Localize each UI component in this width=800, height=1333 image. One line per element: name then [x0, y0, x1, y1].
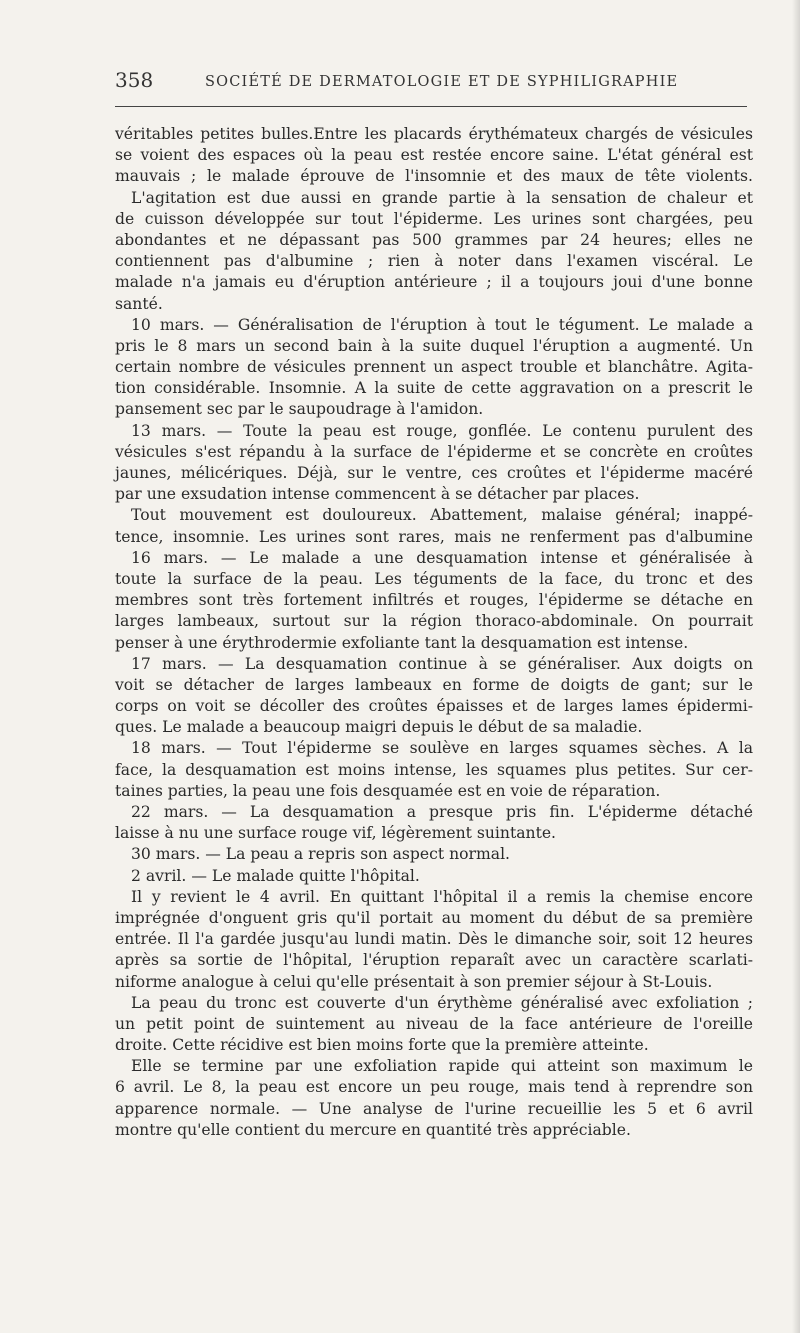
text-line: apparence normale. — Une analyse de l'urine recueillie les 5 et 6 avril: [115, 1099, 753, 1118]
text-line: tence, insomnie. Les urines sont rares, mais ne renferment pas d'albumine: [115, 527, 753, 546]
text-line: jaunes, mélicériques. Déjà, sur le ventre, ces croûtes et l'épiderme macéré: [115, 464, 753, 482]
text-line: santé.: [115, 294, 163, 313]
text-line: par une exsudation intense commencent à se détacher par places.: [115, 485, 640, 504]
text-line: véritables petites bulles.Entre les placards érythémateux chargés de vésicules: [115, 125, 753, 143]
text-line: 2 avril. — Le malade quitte l'hôpital.: [131, 866, 420, 885]
text-line: niforme analogue à celui qu'elle présentait à son premier séjour à St-Louis.: [115, 972, 713, 991]
text-line: taines parties, la peau une fois desquamée est en voie de réparation.: [115, 781, 661, 800]
body-text: [115, 124, 753, 1141]
text-line: voit se détacher de larges lambeaux en forme de doigts de gant; sur le: [115, 675, 753, 694]
text-line: pansement sec par le saupoudrage à l'amidon.: [115, 400, 484, 419]
text-line: face, la desquamation est moins intense, les squames plus petites. Sur cer-: [115, 760, 753, 779]
text-line: laisse à nu une surface rouge vif, légèrement suintante.: [115, 824, 557, 843]
text-line: mauvais ; le malade éprouve de l'insomnie et des maux de tête violents.: [115, 167, 753, 186]
text-line: après sa sortie de l'hôpital, l'éruption reparaît avec un caractère scarlati-: [115, 951, 753, 970]
text-line: 17 mars. — La desquamation continue à se généraliser. Aux doigts on: [131, 654, 753, 673]
text-line: Tout mouvement est douloureux. Abattement, malaise général; inappé-: [131, 506, 753, 525]
text-line: 10 mars. — Généralisation de l'éruption à tout le tégument. Le malade a: [131, 315, 753, 334]
text-line: Il y revient le 4 avril. En quittant l'hôpital il a remis la chemise encore: [131, 887, 753, 906]
text-line: vésicules s'est répandu à la surface de l'épiderme et se concrète en croûtes: [115, 442, 753, 461]
text-line: La peau du tronc est couverte d'un érythème généralisé avec exfoliation ;: [131, 993, 753, 1012]
text-line: un petit point de suintement au niveau de la face antérieure de l'oreille: [115, 1014, 753, 1033]
text-line: ques. Le malade a beaucoup maigri depuis le début de sa maladie.: [115, 718, 643, 737]
text-line: Elle se termine par une exfoliation rapide qui atteint son maximum le: [131, 1057, 753, 1076]
text-line: malade n'a jamais eu d'éruption antérieure ; il a toujours joui d'une bonne: [115, 273, 753, 292]
text-line: 22 mars. — La desquamation a presque pris fin. L'épiderme détaché: [131, 803, 753, 821]
header-rule: [115, 106, 747, 107]
running-title: SOCIÉTÉ DE DERMATOLOGIE ET DE SYPHILIGRAPHIE: [205, 74, 679, 90]
text-line: 18 mars. — Tout l'épiderme se soulève en larges squames sèches. A la: [131, 739, 753, 758]
text-line: droite. Cette récidive est bien moins forte que la première atteinte.: [115, 1036, 649, 1055]
text-line: entrée. Il l'a gardée jusqu'au lundi matin. Dès le dimanche soir, soit 12 heures: [115, 930, 753, 949]
text-line: certain nombre de vésicules prennent un aspect trouble et blanchâtre. Agita-: [115, 358, 753, 377]
text-line: larges lambeaux, surtout sur la région thoraco-abdominale. On pourrait: [115, 612, 753, 631]
text-line: corps on voit se décoller des croûtes épaisses et de larges lames épidermi-: [115, 697, 753, 716]
text-line: toute la surface de la peau. Les téguments de la face, du tronc et des: [115, 569, 753, 588]
text-line: montre qu'elle contient du mercure en quantité très appréciable.: [115, 1120, 631, 1139]
text-line: imprégnée d'onguent gris qu'il portait au moment du début de sa première: [115, 908, 753, 927]
text-line: se voient des espaces où la peau est restée encore saine. L'état général est: [115, 146, 753, 165]
text-line: 6 avril. Le 8, la peau est encore un peu rouge, mais tend à reprendre son: [115, 1078, 753, 1097]
text-line: membres sont très fortement infiltrés et rouges, l'épiderme se détache en: [115, 591, 753, 610]
text-line: L'agitation est due aussi en grande partie à la sensation de chaleur et: [131, 188, 753, 207]
text-line: 13 mars. — Toute la peau est rouge, gonflée. Le contenu purulent des: [131, 421, 753, 440]
text-line: abondantes et ne dépassant pas 500 grammes par 24 heures; elles ne: [115, 230, 753, 249]
text-line: pris le 8 mars un second bain à la suite duquel l'éruption a augmenté. Un: [115, 336, 753, 355]
text-line: penser à une érythrodermie exfoliante tant la desquamation est intense.: [115, 633, 689, 652]
page-header: [115, 66, 747, 100]
text-line: 30 mars. — La peau a repris son aspect normal.: [131, 845, 511, 864]
text-line: de cuisson développée sur tout l'épiderme. Les urines sont chargées, peu: [115, 209, 753, 228]
page-edge-shadow: [792, 0, 800, 1333]
text-line: tion considérable. Insomnie. A la suite de cette aggravation on a prescrit le: [115, 379, 753, 398]
text-line: contiennent pas d'albumine ; rien à noter dans l'examen viscéral. Le: [115, 252, 753, 271]
page-number: 358: [115, 68, 154, 92]
text-line: 16 mars. — Le malade a une desquamation intense et généralisée à: [131, 548, 753, 567]
